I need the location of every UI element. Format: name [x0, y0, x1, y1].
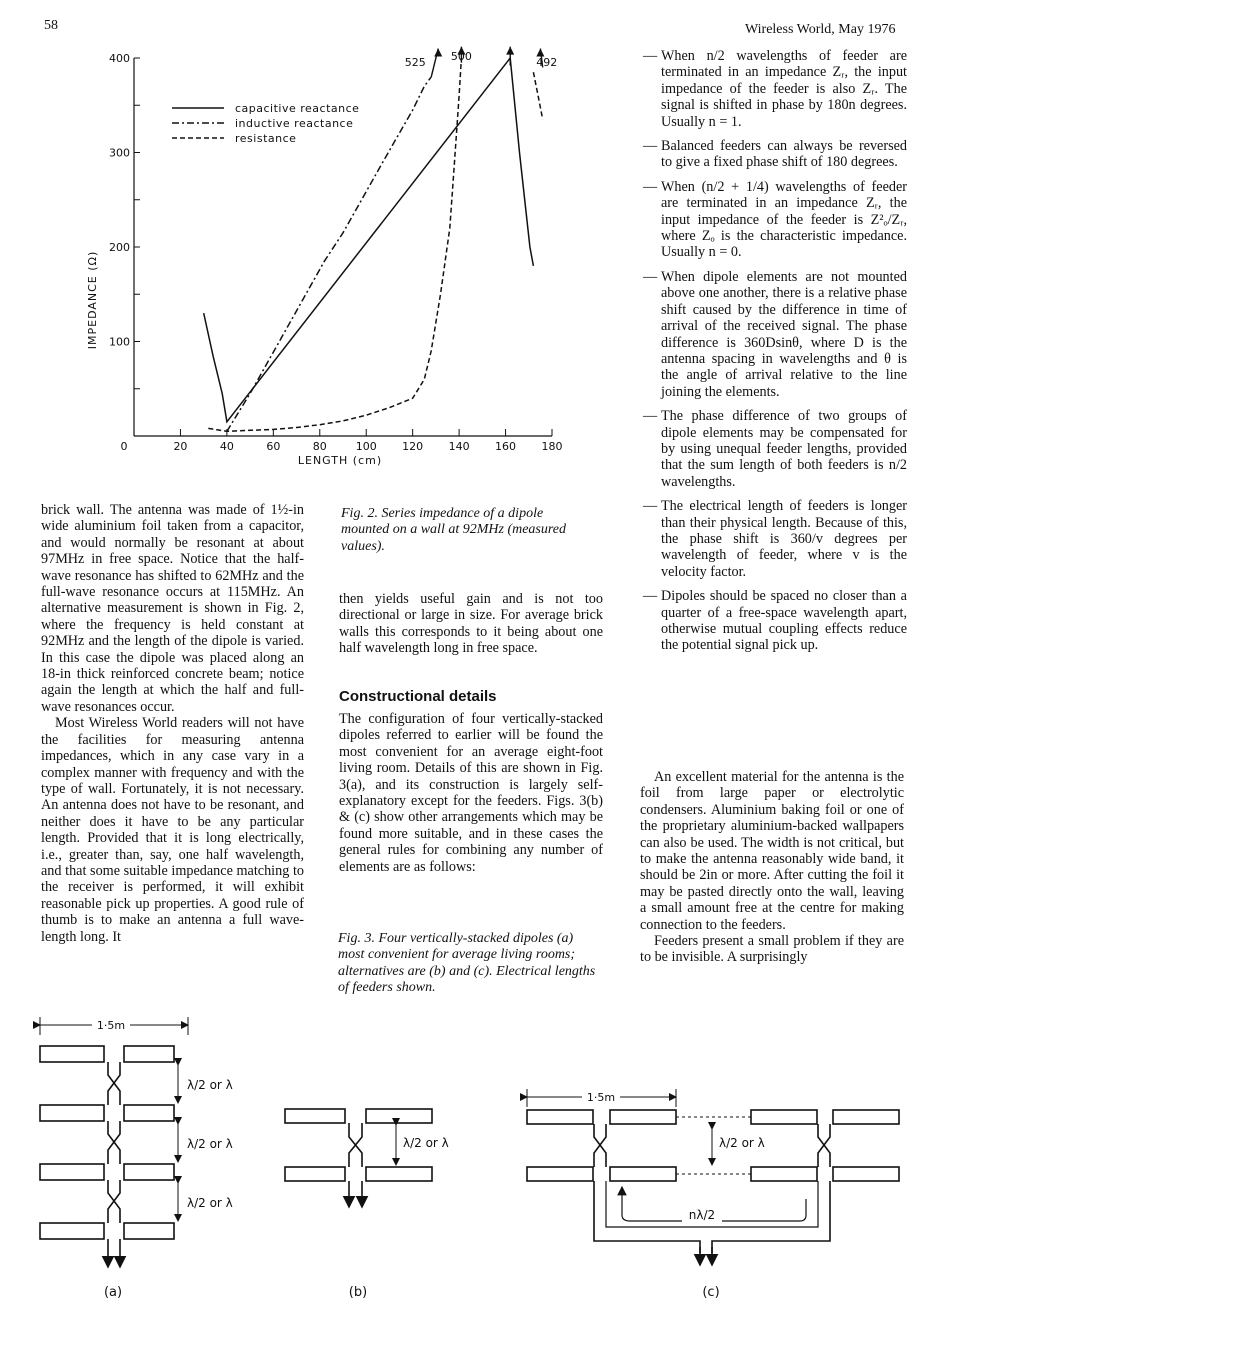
x-tick-label: 0 — [120, 440, 128, 453]
peak-label: 492 — [536, 56, 558, 69]
spacing-label: λ/2 or λ — [187, 1137, 233, 1151]
x-axis-label: LENGTH (cm) — [297, 454, 383, 467]
series-line — [533, 72, 542, 119]
y-tick-label: 400 — [109, 52, 130, 65]
y-axis-label: IMPEDANCE (Ω) — [86, 250, 99, 350]
list-item: — Dipoles should be spaced no closer than a quarter of a free-space wavelength apart, otherwise mutual coupling effects reduce the potential signal pick up. — [643, 588, 907, 654]
x-tick-label: 20 — [173, 440, 188, 453]
off-scale-arrow — [434, 49, 442, 57]
peak-label: 500 — [450, 50, 472, 63]
spacing-label: λ/2 or λ — [187, 1078, 233, 1092]
chart-legend — [172, 102, 359, 145]
diagram-b — [285, 1109, 432, 1207]
left-column — [41, 502, 304, 945]
fig3-diagram — [0, 1015, 960, 1315]
x-tick-label: 140 — [448, 440, 470, 453]
x-tick-label: 80 — [312, 440, 327, 453]
fig3-caption: Fig. 3. Four vertically-stacked dipoles (a) most convenient for average living rooms; alternatives are (b) and (c). Electrical lengths of feeders shown. — [338, 931, 596, 996]
diagram-c — [527, 1089, 899, 1265]
paragraph: An excellent material for the antenna is the foil from large paper or electrolytic condensers. Aluminium baking foil or one of the proprietary aluminium-backed wallpapers can also be used. The width is not critical, but to make the antenna reasonably wide band, it should be 2in or more. After cutting the foil it may be pasted directly onto the wall, leaving a small amount free at the centre for making connection to the feeders. — [640, 769, 904, 933]
chart-peak-labels — [405, 50, 557, 69]
middle-text-1: then yields useful gain and is not too directional or large in size. For average brick walls this corresponds to it being about one half wavelength long in free space. — [339, 591, 603, 657]
spacing-label: λ/2 or λ — [403, 1136, 449, 1150]
x-tick-label: 160 — [495, 440, 517, 453]
rules-list — [643, 48, 907, 654]
y-tick-label: 100 — [109, 335, 130, 349]
page-number: 58 — [44, 18, 58, 33]
paragraph: Most Wireless World readers will not have the facilities for measuring antenna impedances, which in any case vary in a complex manner with frequency and with the type of wall. Fortunately, it is not necessary. An antenna does not have to be resonant, and neither does it have to be any particular length. Provided that it is long electrically, i.e., greater than, say, one half wavelength, and that some suitable impedance matching to the receiver is performed, it will exhibit reasonable pick up properties. A good rule of thumb is to make an antenna a full wave-length long. It — [41, 715, 304, 945]
dimension-label-a: 1·5m — [96, 1019, 126, 1032]
paragraph: Feeders present a small problem if they are to be invisible. A surprisingly — [640, 933, 904, 966]
peak-label: 525 — [404, 56, 426, 69]
paragraph: brick wall. The antenna was made of 1½-in wide aluminium foil taken from a capacitor, and would normally be resonant at about 97MHz in free space. Notice that the half-wave resonance has shifted to 62MHz and the full-wave resonance occurs at 115MHz. An alternative measurement is shown in Fig. 2, where the frequency is held constant at 92MHz and the length of the dipole is varied. In this case the dipole was placed along an 18-in thick reinforced concrete beam; notice again the length at which the half and full-wave resonances occur. — [41, 502, 304, 715]
diagram-label-a: (a) — [103, 1285, 123, 1300]
spacing-label: λ/2 or λ — [187, 1196, 233, 1210]
x-tick-label: 40 — [219, 440, 234, 453]
list-item: — The phase difference of two groups of dipole elements may be compensated for by using unequal feeder lengths, provided that the sum length of both feeders is n/2 wavelengths. — [643, 408, 907, 490]
list-item: — The electrical length of feeders is longer than their physical length. Because of this, the phase shift is 360/v degrees per wavelength of feeder, where v is the velocity factor. — [643, 498, 907, 580]
legend-label: inductive reactance — [235, 117, 354, 130]
list-item: — When dipole elements are not mounted above one another, there is a relative phase shift caused by the difference in time of arrival of the received signal. The phase difference is 360Dsinθ, where D is the antenna spacing in wavelengths and θ is the angle of arrival relative to the line joining the elements. — [643, 268, 907, 400]
fig2-caption: Fig. 2. Series impedance of a dipole mounted on a wall at 92MHz (measured values). — [341, 506, 567, 554]
off-scale-arrow — [506, 47, 514, 55]
middle-text-2: The configuration of four vertically-stacked dipoles referred to earlier will be found the most convenient for an average eight-foot living room. Details of this are shown in Fig. 3(a), and its construction is largely self-explanatory except for the feeders. Figs. 3(b) & (c) show other arrangements which may be found more suitable, and in these cases the general rules for combining any number of elements are as follows: — [339, 711, 603, 875]
x-tick-label: 60 — [266, 440, 281, 453]
series-line — [227, 77, 431, 431]
legend-label: resistance — [235, 132, 297, 145]
diagram-a — [40, 1017, 188, 1267]
legend-label: capacitive reactance — [235, 102, 360, 115]
y-tick-label: 300 — [109, 146, 130, 160]
x-tick-label: 120 — [402, 440, 424, 453]
dimension-label-c: 1·5m — [586, 1091, 616, 1104]
diagram-label-b: (b) — [348, 1285, 368, 1300]
impedance-chart — [80, 40, 600, 480]
journal-header: Wireless World, May 1976 — [745, 22, 896, 37]
x-tick-label: 180 — [541, 440, 563, 453]
spacing-label: λ/2 or λ — [719, 1136, 765, 1150]
section-heading: Constructional details — [339, 688, 497, 705]
list-item: — Balanced feeders can always be reversed to give a fixed phase shift of 180 degrees. — [643, 138, 907, 171]
diagram-label-c: (c) — [702, 1285, 720, 1300]
feeder-length-label: nλ/2 — [688, 1208, 716, 1222]
y-tick-label: 200 — [109, 241, 130, 254]
list-item: — When n/2 wavelengths of feeder are terminated in an impedance Zᵣ, the input impedance of the feeder is also Zᵣ. The signal is shifted in phase by 180n degrees. Usually n = 1. — [643, 48, 907, 130]
list-item: — When (n/2 + 1/4) wavelengths of feeder are terminated in an impedance Zᵣ, the input impedance of the feeder is Z²ₒ/Zᵣ, where Zₒ is the characteristic impedance. Usually n = 0. — [643, 178, 907, 261]
right-column — [640, 769, 904, 966]
x-tick-label: 100 — [355, 440, 377, 453]
